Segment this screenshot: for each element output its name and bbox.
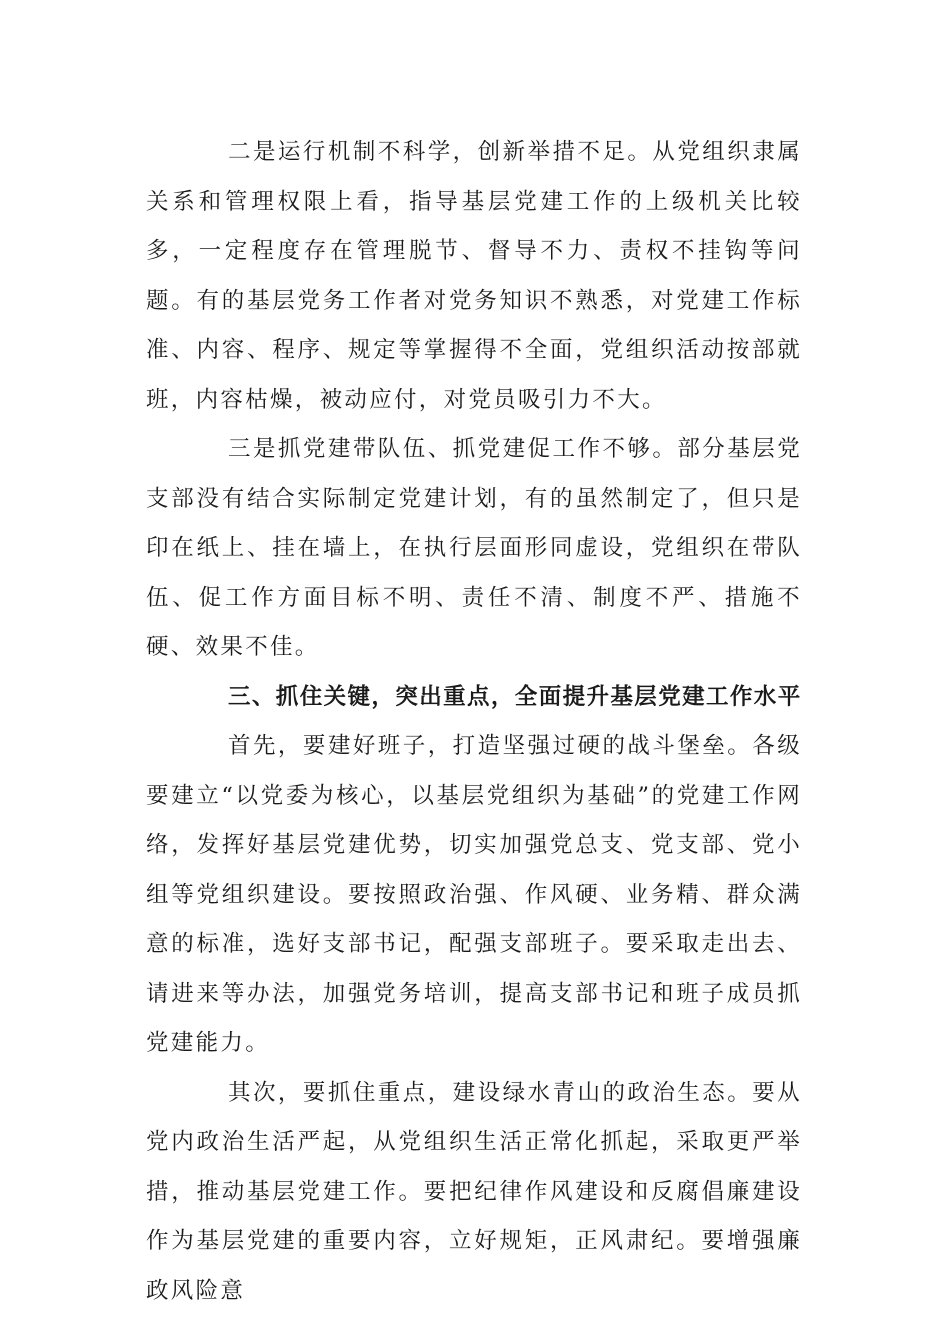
paragraph-leadership-team: 首先，要建好班子，打造坚强过硬的战斗堡垒。各级要建立“以党委为核心，以基层党组织为基础”的党建工作网络，发挥好基层党建优势，切实加强党总支、党支部、党小组等党组织建设。要按照政治强、作风硬、业务精、群众满意的标准，选好支部书记，配强支部班子。要采取走出去、请进来等办法，加强党务培训，提高支部书记和班子成员抓党建能力。 [146, 733, 802, 1056]
paragraph-operating-mechanism: 二是运行机制不科学，创新举措不足。从党组织隶属关系和管理权限上看，指导基层党建工作的上级机关比较多，一定程度存在管理脱节、督导不力、责权不挂钩等问题。有的基层党务工作者对党务知识不熟悉，对党建工作标准、内容、程序、规定等掌握得不全面，党组织活动按部就班，内容枯燥，被动应付，对党员吸引力不大。 [146, 139, 802, 413]
section-heading: 三、抓住关键，突出重点，全面提升基层党建工作水平 [228, 683, 802, 710]
paragraph-team-building: 三是抓党建带队伍、抓党建促工作不够。部分基层党支部没有结合实际制定党建计划，有的虽然制定了，但只是印在纸上、挂在墙上，在执行层面形同虚设，党组织在带队伍、促工作方面目标不明、责任不清、制度不严、措施不硬、效果不佳。 [146, 436, 802, 660]
document-body [146, 128, 802, 1316]
paragraph-political-ecology: 其次，要抓住重点，建设绿水青山的政治生态。要从党内政治生活严起，从党组织生活正常化抓起，采取更严举措，推动基层党建工作。要把纪律作风建设和反腐倡廉建设作为基层党建的重要内容，立好规矩，正风肃纪。要增强廉政风险意 [146, 1079, 802, 1304]
